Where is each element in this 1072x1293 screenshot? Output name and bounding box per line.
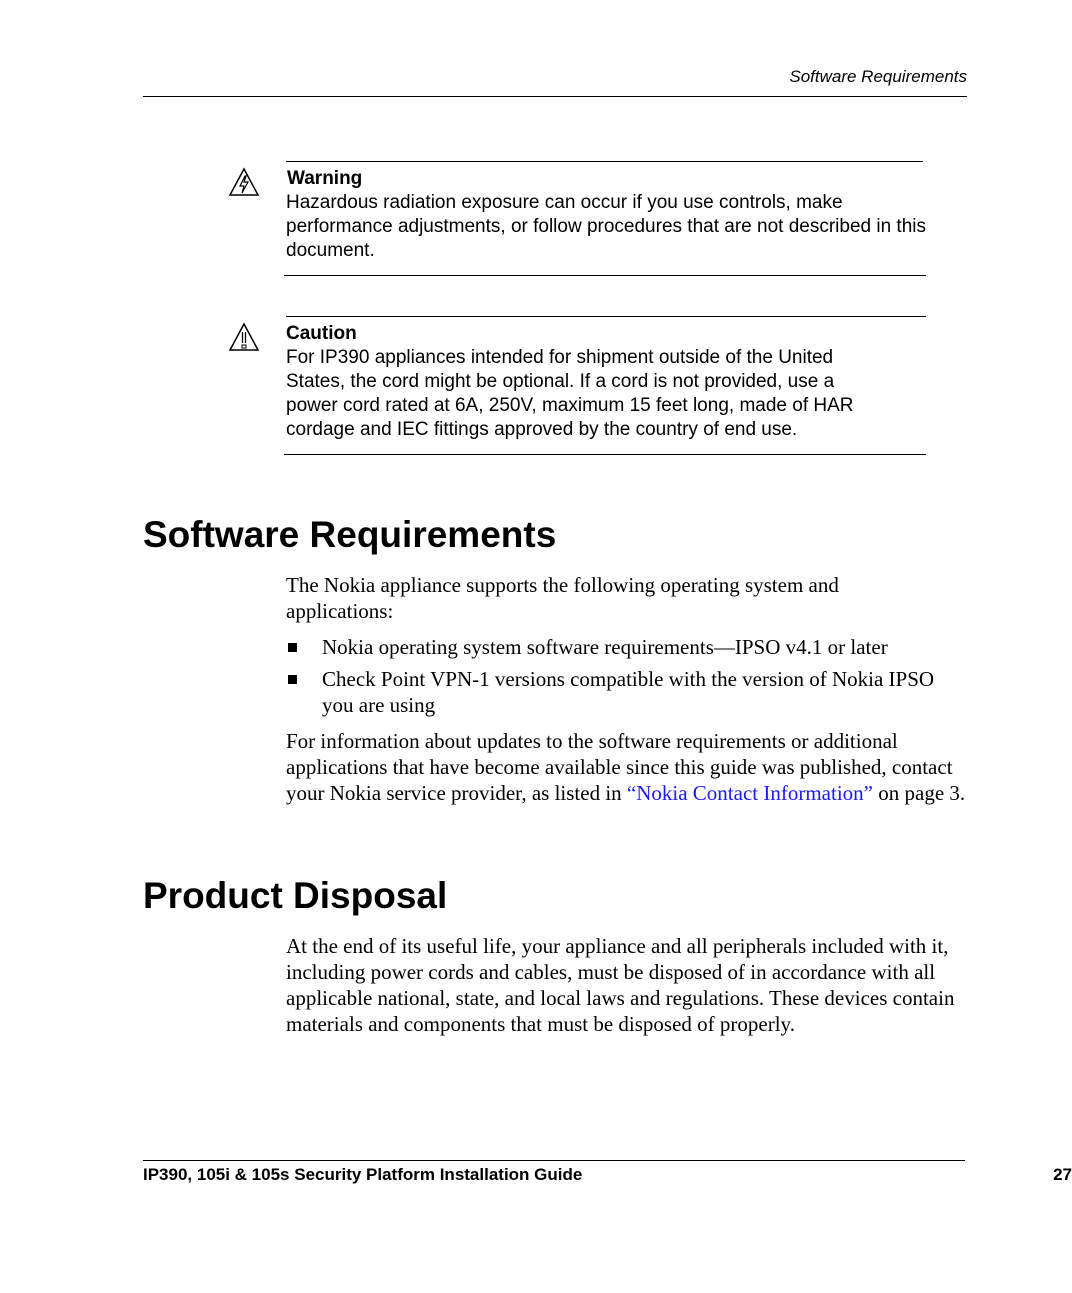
product-disposal-text: At the end of its useful life, your appliance and all peripherals included with it, including power cords and cables, must be disposed of in accordance with all applicable national, state, and local laws and regulations. These devices contain materials and components that must be disposed of properly. xyxy=(286,934,955,1036)
bullet-text: Nokia operating system software requirements—IPSO v4.1 or later xyxy=(322,635,888,659)
guide-title: IP390, 105i & 105s Security Platform Installation Guide xyxy=(143,1165,583,1184)
software-requirements-heading: Software Requirements xyxy=(143,514,557,555)
software-info-text: For information about updates to the software requirements or additional applications that have become available since this guide was published, contact your Nokia service provider, as listed in xyxy=(286,729,953,805)
list-item xyxy=(286,634,970,660)
running-header xyxy=(143,66,967,97)
warning-title: Warning xyxy=(287,168,363,189)
list-item xyxy=(286,666,970,718)
software-bullet-list xyxy=(286,634,970,724)
software-info-paragraph xyxy=(286,728,970,806)
page-number: 27 xyxy=(1053,1165,1072,1184)
hazard-warning-icon xyxy=(228,167,260,197)
caution-rule-top xyxy=(286,316,926,317)
software-intro: The Nokia appliance supports the following operating system and applications: xyxy=(286,573,839,623)
bullet-text: Check Point VPN-1 versions compatible with the version of Nokia IPSO you are using xyxy=(322,667,935,717)
software-info-page-ref: on page 3. xyxy=(873,781,966,805)
nokia-contact-information-link[interactable]: “Nokia Contact Information” xyxy=(626,781,873,805)
caution-icon xyxy=(228,322,260,352)
footer-rule xyxy=(143,1160,965,1161)
warning-rule-top xyxy=(286,161,923,162)
warning-rule-bottom xyxy=(284,275,926,276)
caution-title: Caution xyxy=(286,323,357,344)
bullet-square-icon xyxy=(288,643,297,652)
caution-rule-bottom xyxy=(284,454,926,455)
running-header-title: Software Requirements xyxy=(789,67,967,86)
caution-text: For IP390 appliances intended for shipment outside of the United States, the cord might be optional. If a cord is not provided, use a power cord rated at 6A, 250V, maximum 15 feet long, made of HAR cordage and IEC fittings approved by the country of end use. xyxy=(286,347,854,440)
product-disposal-heading: Product Disposal xyxy=(143,875,448,916)
warning-text: Hazardous radiation exposure can occur if you use controls, make performance adjustments, or follow procedures that are not described in this document. xyxy=(286,192,926,261)
bullet-square-icon xyxy=(288,675,297,684)
